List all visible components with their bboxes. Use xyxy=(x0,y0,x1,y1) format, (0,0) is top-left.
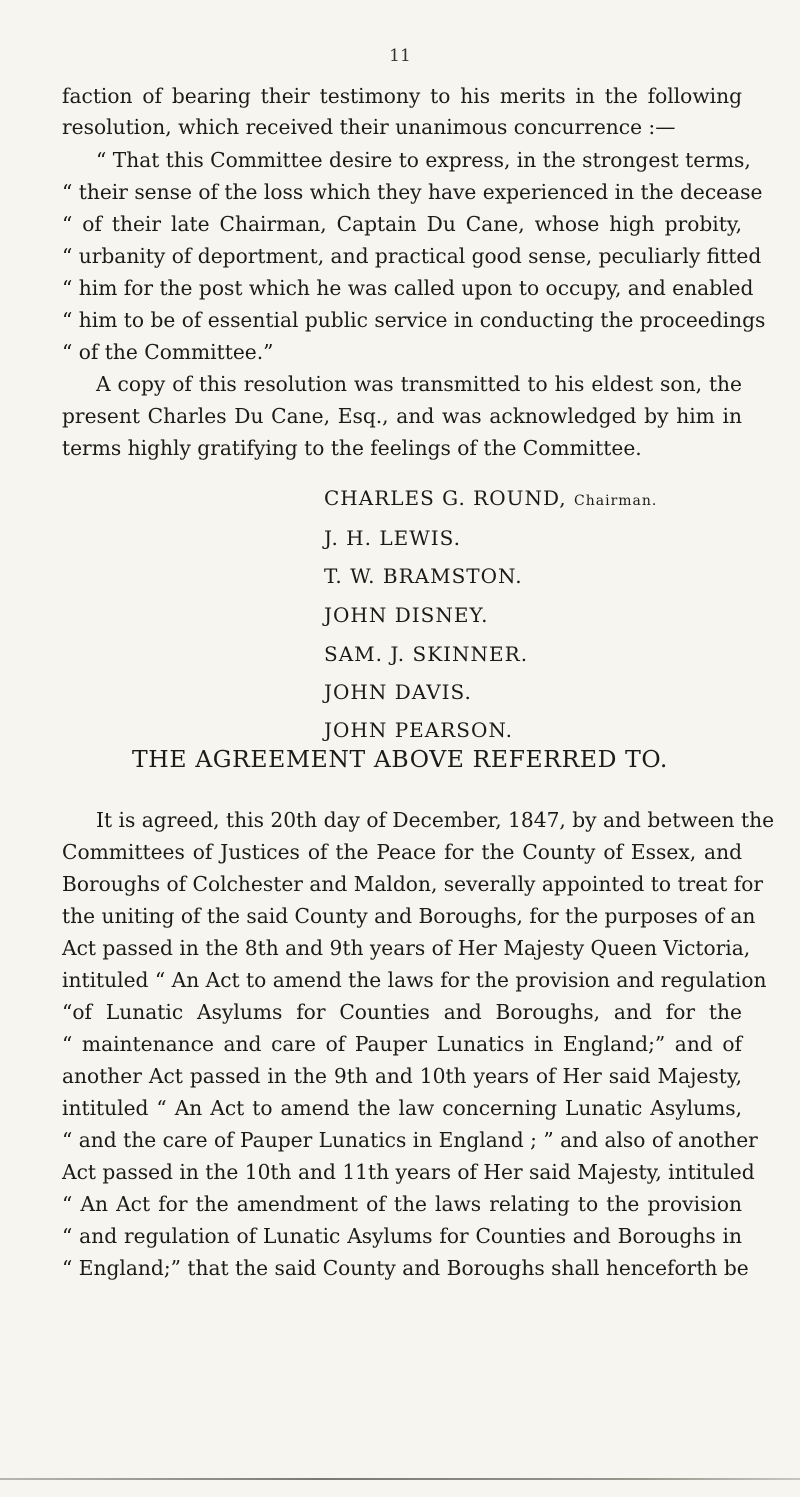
signatory: SAM. J. SKINNER. xyxy=(324,642,529,666)
text-line: “ England;” that the said County and Boroughs shall henceforth be xyxy=(62,1256,749,1280)
text-line: Act passed in the 8th and 9th years of Her Majesty Queen Victoria, xyxy=(62,936,751,960)
text-line: “ An Act for the amendment of the laws relating to the provision xyxy=(62,1192,742,1216)
text-line: resolution, which received their unanimous concurrence :— xyxy=(62,115,676,139)
text-line: “ and the care of Pauper Lunatics in England ; ” and also of another xyxy=(62,1128,758,1152)
signatory-title: Chairman. xyxy=(574,493,658,509)
text-line: It is agreed, this 20th day of December, 1847, by and between the xyxy=(96,808,775,832)
text-line: “ and regulation of Lunatic Asylums for Counties and Boroughs in xyxy=(62,1224,742,1248)
text-line: present Charles Du Cane, Esq., and was acknowledged by him in xyxy=(62,404,742,428)
signatory-name: CHARLES G. ROUND, xyxy=(324,486,567,510)
quote-line: “ their sense of the loss which they have experienced in the decease xyxy=(62,180,763,204)
text-line: “ maintenance and care of Pauper Lunatics in England;” and of xyxy=(62,1032,742,1056)
page-number: 11 xyxy=(389,46,411,66)
quote-line: “ urbanity of deportment, and practical good sense, peculiarly fitted xyxy=(62,244,762,268)
quote-line: “ him for the post which he was called upon to occupy, and enabled xyxy=(62,276,754,300)
text-line: intituled “ An Act to amend the laws for the provision and regulation xyxy=(62,968,767,992)
page-bottom-edge xyxy=(0,1478,800,1480)
text-line: Boroughs of Colchester and Maldon, severally appointed to treat for xyxy=(62,872,763,896)
signatory-chairman xyxy=(324,486,657,510)
text-line: terms highly gratifying to the feelings of the Committee. xyxy=(62,436,642,460)
text-line: intituled “ An Act to amend the law concerning Lunatic Asylums, xyxy=(62,1096,742,1120)
text-line: Committees of Justices of the Peace for the County of Essex, and xyxy=(62,840,742,864)
quote-line: “ of the Committee.” xyxy=(62,340,274,364)
signatory: JOHN PEARSON. xyxy=(324,718,513,742)
signatory: J. H. LEWIS. xyxy=(324,526,462,550)
text-line: another Act passed in the 9th and 10th years of Her said Majesty, xyxy=(62,1064,742,1088)
signatory: JOHN DAVIS. xyxy=(324,680,472,704)
signatory: JOHN DISNEY. xyxy=(324,603,489,627)
text-line: faction of bearing their testimony to his merits in the following xyxy=(62,84,742,108)
quote-line: “ him to be of essential public service in conducting the proceedings xyxy=(62,308,766,332)
text-line: Act passed in the 10th and 11th years of Her said Majesty, intituled xyxy=(62,1160,755,1184)
signatory: T. W. BRAMSTON. xyxy=(324,564,523,588)
quote-line: “ of their late Chairman, Captain Du Cane, whose high probity, xyxy=(62,212,742,236)
text-line: A copy of this resolution was transmitted to his eldest son, the xyxy=(96,372,742,396)
section-heading: THE AGREEMENT ABOVE REFERRED TO. xyxy=(132,745,668,773)
text-line: the uniting of the said County and Boroughs, for the purposes of an xyxy=(62,904,756,928)
text-line: “of Lunatic Asylums for Counties and Boroughs, and for the xyxy=(62,1000,742,1024)
quote-line: “ That this Committee desire to express, in the strongest terms, xyxy=(96,148,751,172)
